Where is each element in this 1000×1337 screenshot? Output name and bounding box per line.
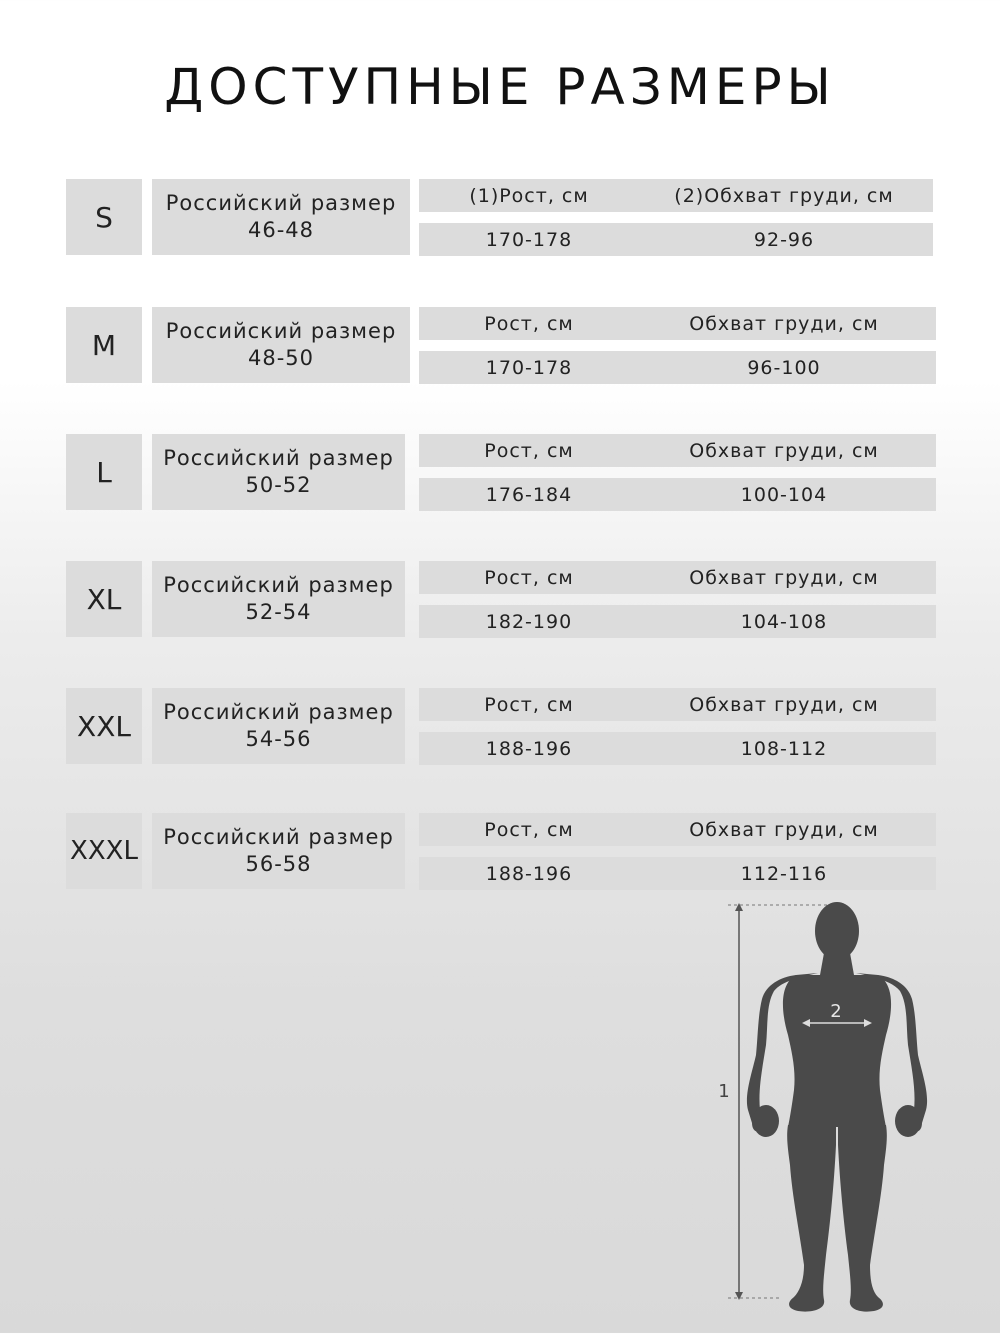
values-bar bbox=[419, 351, 936, 384]
height-header: Рост, см bbox=[484, 693, 574, 716]
russian-size-cell bbox=[152, 561, 405, 637]
header-bar bbox=[419, 813, 936, 846]
values-bar bbox=[419, 857, 936, 890]
russian-size-range: 56-58 bbox=[245, 852, 312, 876]
height-value: 182-190 bbox=[485, 610, 573, 633]
size-label: XXXL bbox=[66, 813, 142, 889]
values-bar bbox=[419, 732, 936, 765]
size-row-xxl bbox=[0, 688, 1000, 766]
size-row-xl bbox=[0, 561, 1000, 639]
chest-header: Обхват груди, см bbox=[689, 693, 879, 716]
values-bar bbox=[419, 478, 936, 511]
chest-marker: 2 bbox=[830, 1001, 842, 1022]
russian-size-range: 54-56 bbox=[245, 727, 312, 751]
russian-size-range: 52-54 bbox=[245, 600, 312, 624]
values-bar bbox=[419, 605, 936, 638]
arrow-up-icon bbox=[735, 903, 743, 911]
russian-size-label: Российский размер bbox=[163, 573, 394, 597]
russian-size-range: 48-50 bbox=[247, 346, 315, 370]
measurement-figure bbox=[700, 895, 1000, 1333]
russian-size-label: Российский размер bbox=[165, 319, 397, 343]
height-value: 188-196 bbox=[485, 737, 573, 760]
size-label: S bbox=[66, 179, 142, 255]
size-label: L bbox=[66, 434, 142, 510]
arrow-down-icon bbox=[735, 1292, 743, 1300]
chest-header: Обхват груди, см bbox=[689, 439, 879, 462]
chest-value: 104-108 bbox=[740, 610, 828, 633]
page-title: ДОСТУПНЫЕ РАЗМЕРЫ bbox=[164, 58, 836, 116]
size-row-m bbox=[0, 307, 1000, 385]
height-header: (1)Рост, см bbox=[469, 184, 589, 207]
russian-size-cell bbox=[152, 179, 410, 255]
height-header: Рост, см bbox=[484, 566, 574, 589]
chest-header: (2)Обхват груди, см bbox=[674, 184, 894, 207]
height-value: 188-196 bbox=[485, 862, 573, 885]
header-bar bbox=[419, 688, 936, 721]
size-label: XXL bbox=[66, 688, 142, 764]
chest-value: 100-104 bbox=[740, 483, 828, 506]
size-row-l bbox=[0, 434, 1000, 512]
header-bar bbox=[419, 434, 936, 467]
person-silhouette bbox=[747, 902, 927, 1312]
height-value: 170-178 bbox=[485, 228, 573, 251]
russian-size-range: 50-52 bbox=[245, 473, 312, 497]
russian-size-label: Российский размер bbox=[163, 825, 394, 849]
header-bar bbox=[419, 179, 933, 212]
height-value: 176-184 bbox=[485, 483, 573, 506]
size-row-xxxl bbox=[0, 813, 1000, 891]
size-row-s bbox=[0, 179, 1000, 257]
height-header: Рост, см bbox=[484, 439, 574, 462]
height-marker: 1 bbox=[718, 1081, 730, 1102]
russian-size-cell bbox=[152, 307, 410, 383]
header-bar bbox=[419, 561, 936, 594]
height-header: Рост, см bbox=[484, 818, 574, 841]
chest-value: 92-96 bbox=[753, 228, 815, 251]
russian-size-cell bbox=[152, 813, 405, 889]
chest-header: Обхват груди, см bbox=[689, 566, 879, 589]
height-header: Рост, см bbox=[484, 312, 574, 335]
chest-value: 112-116 bbox=[740, 862, 828, 885]
russian-size-label: Российский размер bbox=[163, 700, 394, 724]
size-label: XL bbox=[66, 561, 142, 637]
header-bar bbox=[419, 307, 936, 340]
chest-value: 96-100 bbox=[747, 356, 821, 379]
russian-size-label: Российский размер bbox=[163, 446, 394, 470]
height-value: 170-178 bbox=[485, 356, 573, 379]
size-label: M bbox=[66, 307, 142, 383]
russian-size-cell bbox=[152, 434, 405, 510]
russian-size-cell bbox=[152, 688, 405, 764]
chest-header: Обхват груди, см bbox=[689, 312, 879, 335]
chest-value: 108-112 bbox=[740, 737, 828, 760]
russian-size-label: Российский размер bbox=[165, 191, 397, 215]
values-bar bbox=[419, 223, 933, 256]
russian-size-range: 46-48 bbox=[247, 218, 315, 242]
chest-header: Обхват груди, см bbox=[689, 818, 879, 841]
body-silhouette-icon bbox=[700, 895, 1000, 1333]
